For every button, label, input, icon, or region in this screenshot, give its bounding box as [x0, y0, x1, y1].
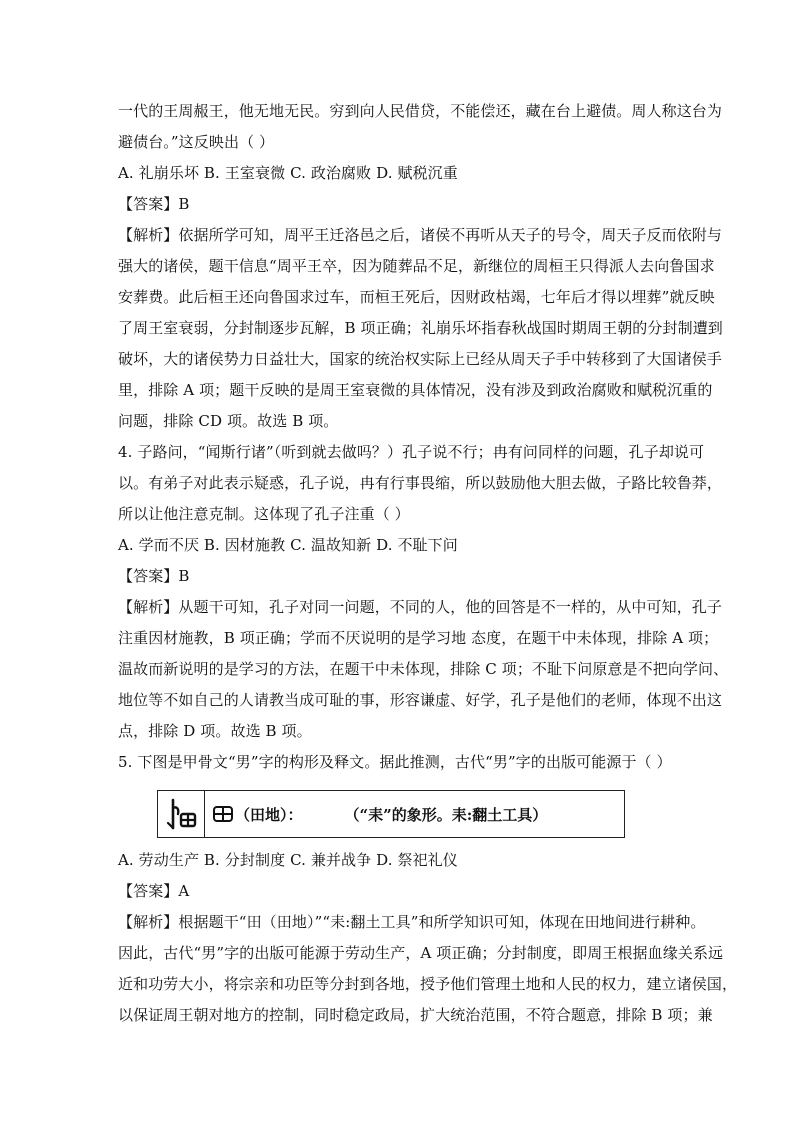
text-line: 以保证周王朝对地方的控制，同时稳定政局，扩大统治范围，不符合题意，排除 B 项；兼	[118, 1006, 713, 1024]
text-block-bottom	[118, 845, 738, 1031]
text-line: 温故而新说明的是学习的方法，在题干中未体现，排除 C 项；不耻下问原意是不把向学问、	[118, 660, 729, 678]
question-line: 4. 子路问，“闻斯行诸”（听到就去做吗？）孔子说不行；冉有问同样的问题，孔子却说可	[118, 443, 705, 461]
text-line: 破坏，大的诸侯势力日益壮大，国家的统治权实际上已经从周天子手中转移到了大国诸侯手	[118, 350, 723, 368]
text-line: 【解析】从题干可知，孔子对同一问题，不同的人，他的回答是不一样的，从中可知，孔子	[118, 598, 723, 616]
figure-caption	[205, 791, 624, 837]
question-line: 5. 下图是甲骨文“男”字的构形及释文。据此推测，古代“男”字的出版可能源于（ ）	[118, 753, 672, 771]
figure-gloss: （田地）：	[235, 805, 303, 824]
text-line: 一代的王周赧王，他无地无民。穷到向人民借贷，不能偿还，藏在台上避债。周人称这台为	[118, 102, 723, 120]
text-line: 点，排除 D 项。故选 B 项。	[118, 722, 312, 740]
text-line: 地位等不如自己的人请教当成可耻的事，形容谦虚、好学，孔子是他们的老师，体现不出这	[118, 691, 723, 709]
text-line: 里，排除 A 项；题干反映的是周王室衰微的具体情况，没有涉及到政治腐败和赋税沉重的	[118, 381, 713, 399]
options-line: A. 礼崩乐坏 B. 王室衰微 C. 政治腐败 D. 赋税沉重	[118, 164, 458, 182]
oracle-bone-glyph-cell	[158, 791, 205, 837]
options-line: A. 劳动生产 B. 分封制度 C. 兼并战争 D. 祭祀礼仪	[118, 851, 458, 869]
text-line: 了周王室衰弱，分封制逐步瓦解，B 项正确；礼崩乐坏指春秋战国时期周王朝的分封制遭到	[118, 319, 723, 337]
text-line: 所以让他注意克制。这体现了孔子注重（ ）	[118, 505, 410, 523]
text-line: 【解析】根据题干“田（田地）”“耒:翻土工具”和所学知识可知，体现在田地间进行耕种。	[118, 913, 706, 931]
text-line: 避债台。”这反映出（ ）	[118, 133, 275, 151]
answer-line: 【答案】B	[118, 195, 190, 213]
text-line: 以。有弟子对此表示疑惑，孔子说，冉有行事畏缩，所以鼓励他大胆去做，子路比较鲁莽，	[118, 474, 723, 492]
text-line: 问题，排除 CD 项。故选 B 项。	[118, 412, 339, 430]
answer-line: 【答案】B	[118, 567, 190, 585]
text-line: 因此，古代“男”字的出版可能源于劳动生产，A 项正确；分封制度，即周王根据血缘关系远	[118, 944, 724, 962]
text-line: 注重因材施教，B 项正确；学而不厌说明的是学习地 态度，在题干中未体现，排除 A 项；	[118, 629, 719, 647]
tian-field-icon	[213, 806, 233, 822]
text-line: 强大的诸侯，题干信息“周平王卒，因为随葬品不足，新继位的周桓王只得派人去向鲁国求	[118, 257, 715, 275]
oracle-bone-figure	[157, 790, 625, 838]
text-line: 【解析】依据所学可知，周平王迁洛邑之后，诸侯不再听从天子的号令，周天子反而依附与	[118, 226, 723, 244]
figure-explanation: （“耒”的象形。耒:翻土工具）	[344, 805, 548, 824]
oracle-bone-nan-icon	[164, 797, 198, 831]
answer-line: 【答案】A	[118, 882, 190, 900]
options-line: A. 学而不厌 B. 因材施教 C. 温故知新 D. 不耻下问	[118, 536, 458, 554]
text-line: 安葬费。此后桓王还向鲁国求过车，而桓王死后，因财政枯竭，七年后才得以埋葬”就反映	[118, 288, 715, 306]
text-line: 近和功劳大小，将宗亲和功臣等分封到各地，授予他们管理土地和人民的权力，建立诸侯国，	[118, 975, 738, 993]
text-block-top	[118, 96, 729, 778]
